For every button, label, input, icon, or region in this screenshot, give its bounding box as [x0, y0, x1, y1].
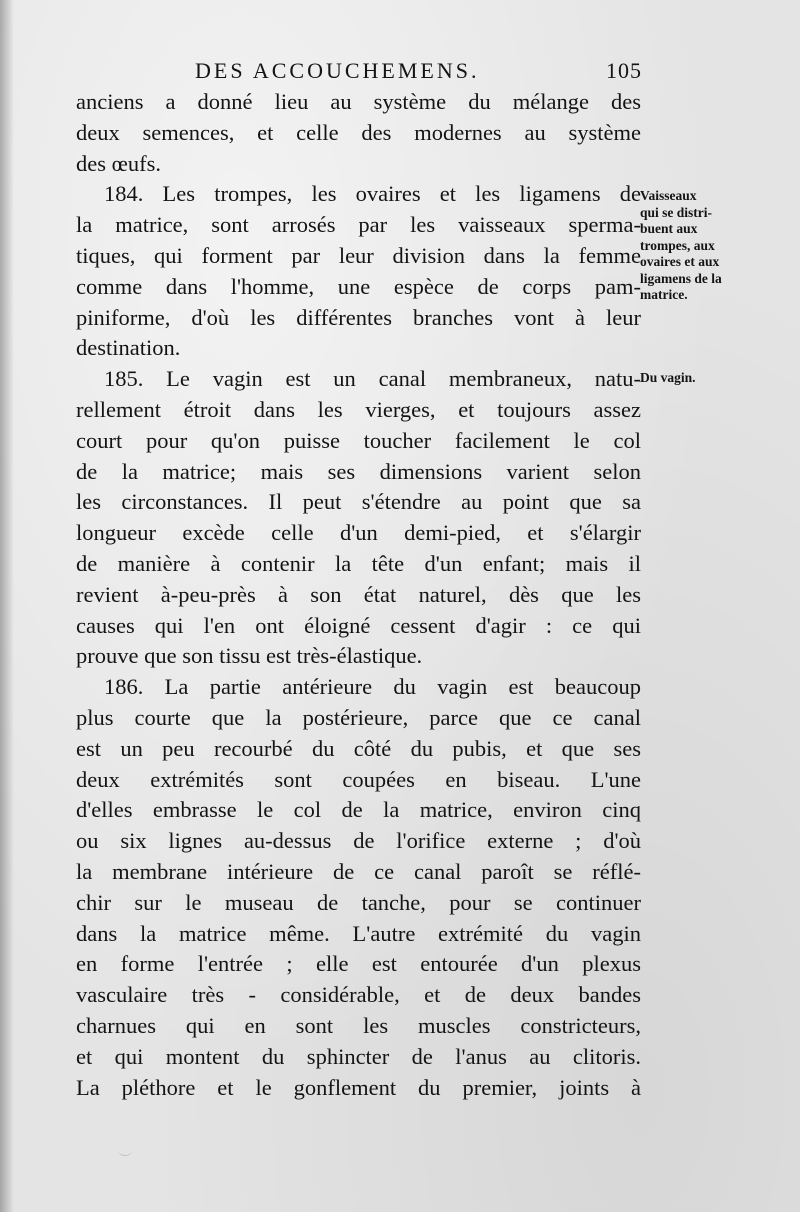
margin-note-line: Vaisseaux [640, 188, 697, 203]
text-line: anciens a donné lieu au système du mélange des [76, 89, 641, 114]
margin-note-vaisseaux [640, 188, 758, 304]
running-head-title: DES ACCOUCHEMENS. [195, 58, 480, 83]
margin-note-line: ligamens de la [640, 270, 722, 286]
text-line: causes qui l'en ont éloigné cessent d'agir : ce qui [76, 612, 641, 638]
page-binding-shadow [0, 0, 14, 1212]
text-line: et qui montent du sphincter de l'anus au clitoris. [76, 1043, 641, 1069]
text-line: prouve que son tissu est très-élastique. [76, 643, 423, 669]
text-line: deux extrémités sont coupées en biseau. L'une [76, 766, 641, 792]
text-line: comme dans l'homme, une espèce de corps pam- [76, 273, 641, 299]
margin-note-line: matrice. [640, 287, 688, 302]
text-line: en forme l'entrée ; elle est entourée d'un plexus [76, 951, 641, 977]
body-text [76, 87, 641, 1103]
margin-note-line: qui se distri- [640, 204, 713, 220]
text-line: ou six lignes au-dessus de l'orifice externe ; d'où [76, 828, 641, 854]
text-line: d'elles embrasse le col de la matrice, environ cinq [76, 797, 641, 823]
paper-blemish [118, 1145, 132, 1156]
text-line: La pléthore et le gonflement du premier, joints à [76, 1074, 641, 1100]
margin-note-line: Du vagin. [640, 370, 696, 385]
margin-note-vagin [640, 370, 758, 387]
margin-note-line: ovaires et aux [640, 254, 720, 269]
text-line: est un peu recourbé du côté du pubis, et que ses [76, 735, 641, 761]
text-line: de manière à contenir la tête d'un enfant; mais il [76, 550, 641, 576]
text-line: charnues qui en sont les muscles constricteurs, [76, 1012, 641, 1038]
text-line: rellement étroit dans les vierges, et toujours assez [76, 396, 641, 422]
page-number: 105 [606, 58, 642, 83]
text-line: plus courte que la postérieure, parce que ce canal [76, 704, 641, 730]
text-line: dans la matrice même. L'autre extrémité du vagin [76, 920, 641, 946]
text-line: de la matrice; mais ses dimensions varient selon [76, 458, 641, 484]
running-head [195, 58, 650, 88]
text-line: piniforme, d'où les différentes branches vont à leur [76, 304, 641, 330]
text-line: les circonstances. Il peut s'étendre au point que sa [76, 489, 641, 515]
text-line: destination. [76, 335, 181, 361]
text-line: deux semences, et celle des modernes au système [76, 119, 641, 145]
text-line: court pour qu'on puisse toucher facilement le col [76, 427, 641, 453]
paragraph-186-start: 186. La partie antérieure du vagin est beaucoup [104, 674, 641, 700]
margin-note-line: buent aux [640, 221, 698, 236]
text-line: la matrice, sont arrosés par les vaisseaux sperma- [76, 212, 641, 238]
text-line: vasculaire très - considérable, et de deux bandes [76, 982, 641, 1008]
text-line: longueur excède celle d'un demi-pied, et s'élargir [76, 520, 641, 546]
text-line: chir sur le museau de tanche, pour se continuer [76, 889, 641, 915]
paragraph-185-start: 185. Le vagin est un canal membraneux, natu- [104, 366, 641, 392]
text-line: la membrane intérieure de ce canal paroît se réflé- [76, 858, 641, 884]
text-line: des œufs. [76, 150, 161, 176]
text-line: tiques, qui forment par leur division dans la femme [76, 242, 641, 268]
paragraph-184-start: 184. Les trompes, les ovaires et les ligamens de [104, 181, 641, 207]
text-line: revient à-peu-près à son état naturel, dès que les [76, 581, 641, 607]
margin-note-line: trompes, aux [640, 237, 715, 253]
